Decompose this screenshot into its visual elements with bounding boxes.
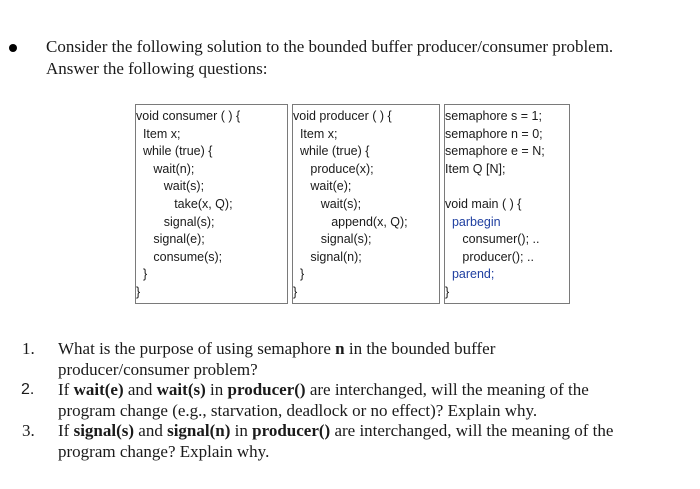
question-line: program change? Explain why. (58, 441, 270, 461)
code-line: } (136, 284, 141, 299)
intro-line-2: Answer the following questions: (46, 59, 268, 78)
code-line: wait(s); (293, 196, 362, 211)
code-line: } (445, 284, 450, 299)
intro-line-1: Consider the following solution to the bounded buffer producer/consumer problem. (46, 37, 614, 56)
code-line: } (293, 267, 305, 282)
code-line: void producer ( ) { (293, 109, 392, 123)
consumer-code-box (135, 104, 288, 304)
code-line: Item x; (136, 126, 181, 141)
question-line: program change (e.g., starvation, deadlock or no effect)? Explain why. (58, 400, 538, 420)
code-line: void consumer ( ) { (136, 109, 241, 123)
main-code-box (444, 104, 570, 304)
code-line: } (136, 267, 148, 282)
code-line: while (true) { (136, 144, 213, 159)
code-line: signal(s); (136, 214, 215, 229)
code-line: produce(x); (293, 161, 374, 176)
code-line: wait(e); (293, 179, 352, 194)
code-line: Item Q [N]; (445, 161, 506, 176)
question-line: producer/consumer problem? (58, 359, 258, 379)
question-3 (0, 421, 700, 462)
code-line: producer(); .. (445, 249, 534, 264)
code-line: signal(e); (136, 232, 205, 247)
code-line: signal(s); (293, 232, 372, 247)
question-number: 1. (22, 339, 35, 358)
code-line: wait(n); (136, 161, 195, 176)
code-line: consume(s); (136, 249, 223, 264)
producer-code-box (292, 104, 440, 304)
code-line: parbegin (445, 214, 501, 229)
code-line: append(x, Q); (293, 214, 408, 229)
code-line: semaphore n = 0; (445, 126, 543, 141)
question-number: 3. (22, 421, 35, 440)
code-line: take(x, Q); (136, 196, 233, 211)
question-1 (0, 339, 700, 380)
question-number: 2. (21, 381, 35, 398)
code-line: } (293, 284, 298, 299)
code-line (445, 178, 569, 196)
code-line: void main ( ) { (445, 196, 522, 211)
code-line: while (true) { (293, 144, 370, 159)
code-line: semaphore e = N; (445, 144, 545, 159)
bullet-dot (9, 44, 17, 52)
question-line: If wait(e) and wait(s) in producer() are interchanged, will the meaning of the (58, 380, 589, 399)
code-line: Item x; (293, 126, 338, 141)
code-line: wait(s); (136, 179, 205, 194)
question-list (0, 339, 700, 462)
intro-text (46, 36, 686, 80)
question-line: What is the purpose of using semaphore n in the bounded buffer (58, 339, 496, 358)
code-line: signal(n); (293, 249, 362, 264)
question-line: If signal(s) and signal(n) in producer() are interchanged, will the meaning of the (58, 421, 614, 440)
code-line: parend; (445, 267, 495, 282)
question-2 (0, 380, 700, 421)
code-line: semaphore s = 1; (445, 109, 542, 123)
code-line: consumer(); .. (445, 232, 540, 247)
